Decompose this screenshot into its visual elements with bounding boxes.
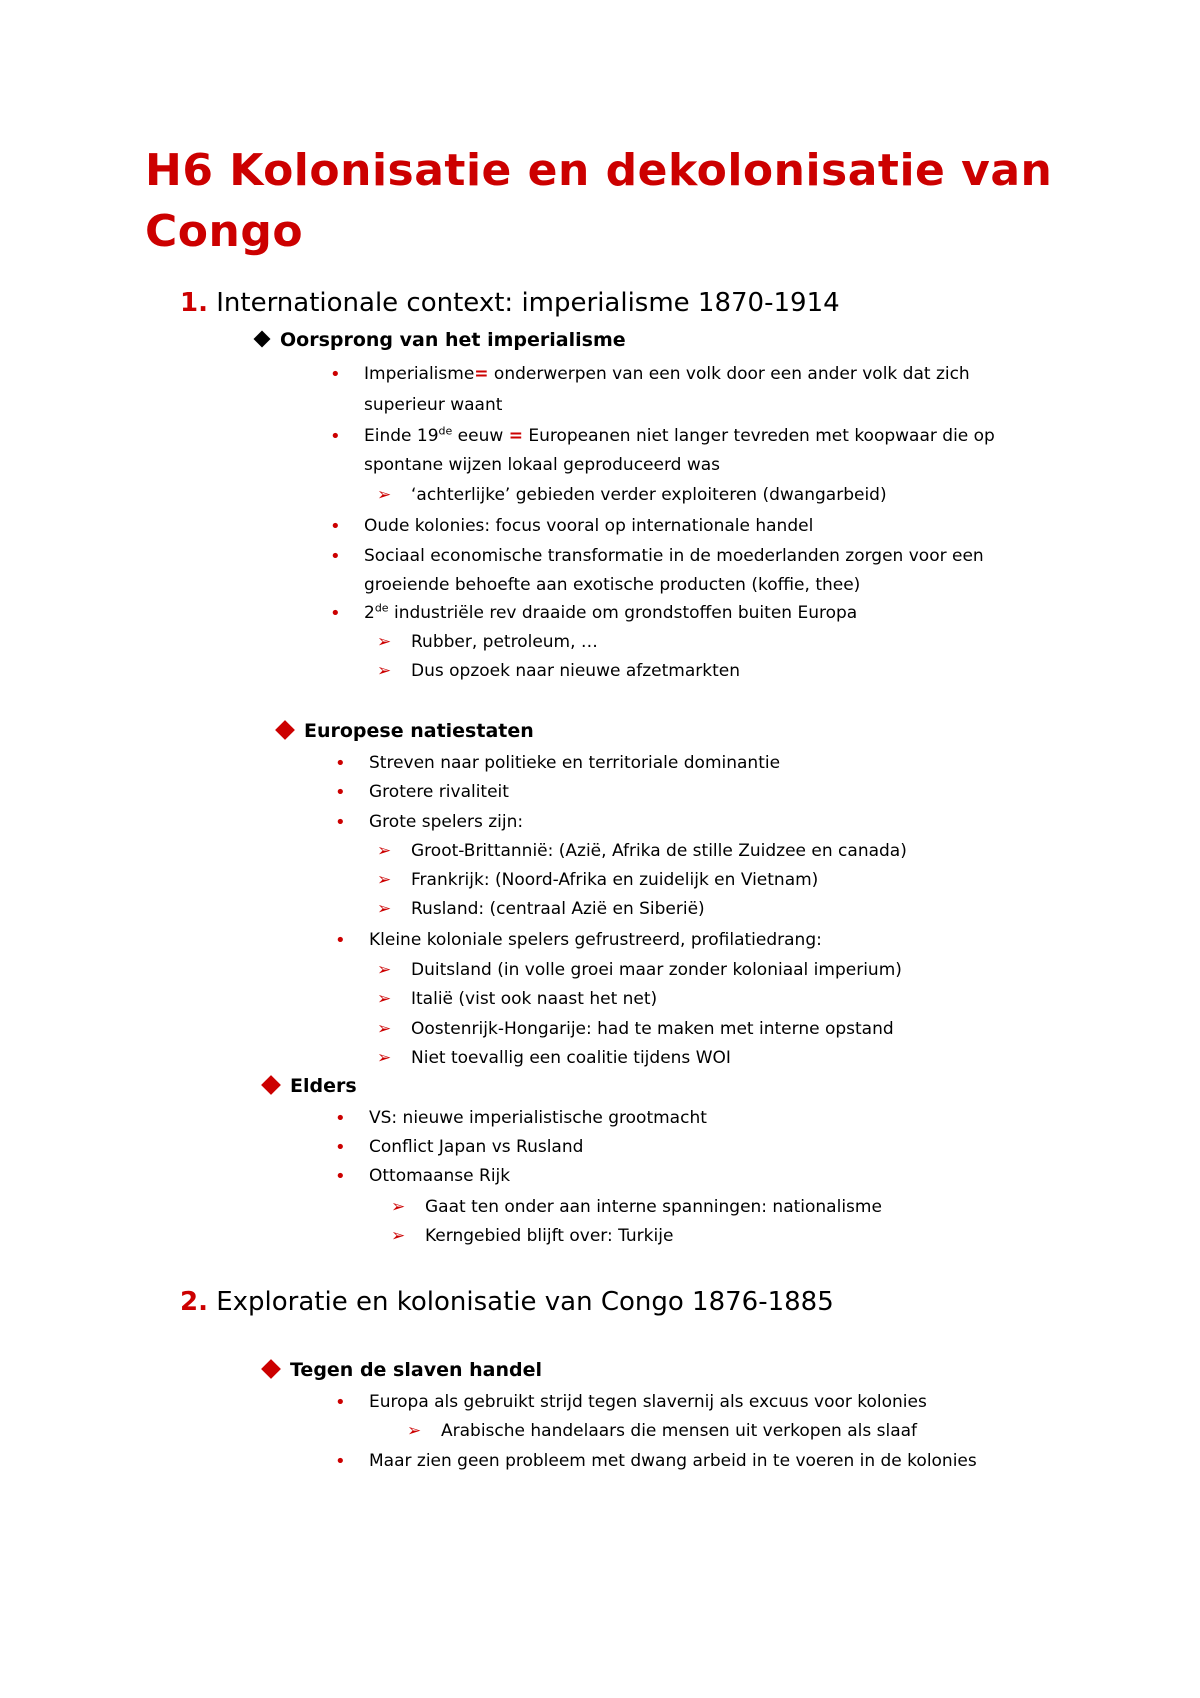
bullet-icon: • bbox=[335, 1108, 346, 1129]
superscript: de bbox=[438, 424, 453, 438]
item-text: Ottomaanse Rijk bbox=[369, 1166, 511, 1186]
bullet-icon: • bbox=[335, 1137, 346, 1158]
item-text: VS: nieuwe imperialistische grootmacht bbox=[369, 1108, 707, 1128]
list-item bbox=[335, 1105, 707, 1132]
list-item bbox=[335, 1134, 584, 1161]
list-item bbox=[330, 543, 984, 570]
item-text: Arabische handelaars die mensen uit verkopen als slaaf bbox=[441, 1421, 918, 1441]
sub-list-item bbox=[377, 629, 598, 656]
arrow-bullet-icon: ➢ bbox=[377, 841, 392, 861]
sub-list-item bbox=[377, 658, 741, 685]
subheading-slavenhandel-label: Tegen de slaven handel bbox=[290, 1359, 542, 1381]
arrow-bullet-icon: ➢ bbox=[377, 870, 392, 890]
sub-list-item bbox=[377, 896, 705, 923]
item-text: Niet toevallig een coalitie tijdens WOI bbox=[411, 1048, 731, 1068]
list-item bbox=[335, 1389, 927, 1416]
bullet-icon: • bbox=[335, 812, 346, 833]
list-item-continuation: spontane wijzen lokaal geproduceerd was bbox=[364, 455, 721, 475]
section-2-heading bbox=[180, 1285, 834, 1319]
arrow-bullet-icon: ➢ bbox=[391, 1197, 406, 1217]
subheading-natiestaten-label: Europese natiestaten bbox=[304, 720, 534, 742]
subheading-elders-label: Elders bbox=[290, 1075, 357, 1097]
sub-list-item bbox=[377, 482, 887, 509]
sub-list-item bbox=[391, 1223, 674, 1250]
arrow-bullet-icon: ➢ bbox=[377, 485, 392, 505]
list-item bbox=[330, 600, 858, 627]
arrow-bullet-icon: ➢ bbox=[377, 632, 392, 652]
subheading-slavenhandel bbox=[264, 1357, 542, 1383]
section-2-title: Exploratie en kolonisatie van Congo 1876-1885 bbox=[216, 1287, 834, 1317]
item-text: industriële rev draaide om grondstoffen buiten Europa bbox=[388, 603, 858, 623]
arrow-bullet-icon: ➢ bbox=[377, 960, 392, 980]
item-text: Kleine koloniale spelers gefrustreerd, profilatiedrang: bbox=[369, 930, 822, 950]
item-text: Rubber, petroleum, … bbox=[411, 632, 598, 652]
item-text: Kerngebied blijft over: Turkije bbox=[425, 1226, 674, 1246]
sub-list-item bbox=[377, 838, 907, 865]
sub-list-item bbox=[391, 1194, 882, 1221]
item-text: Gaat ten onder aan interne spanningen: nationalisme bbox=[425, 1197, 882, 1217]
list-item bbox=[335, 809, 524, 836]
arrow-bullet-icon: ➢ bbox=[377, 1048, 392, 1068]
item-text: Europa als gebruikt strijd tegen slavernij als excuus voor kolonies bbox=[369, 1392, 927, 1412]
superscript: de bbox=[374, 601, 389, 615]
sub-list-item bbox=[377, 867, 819, 894]
list-item bbox=[335, 1448, 977, 1475]
section-2-number: 2. bbox=[180, 1287, 208, 1317]
bullet-icon: • bbox=[335, 1392, 346, 1413]
arrow-bullet-icon: ➢ bbox=[377, 1019, 392, 1039]
item-text: ‘achterlijke’ gebieden verder exploiteren (dwangarbeid) bbox=[411, 485, 887, 505]
item-text: Streven naar politieke en territoriale dominantie bbox=[369, 753, 781, 773]
item-text: eeuw bbox=[452, 426, 509, 446]
bullet-icon: • bbox=[335, 1166, 346, 1187]
bullet-icon: • bbox=[335, 753, 346, 774]
arrow-bullet-icon: ➢ bbox=[407, 1421, 422, 1441]
sub-list-item bbox=[377, 957, 902, 984]
item-text: Grote spelers zijn: bbox=[369, 812, 524, 832]
list-item bbox=[335, 927, 822, 954]
diamond-bullet-icon bbox=[275, 720, 295, 740]
list-item bbox=[330, 513, 814, 540]
item-text: Dus opzoek naar nieuwe afzetmarkten bbox=[411, 661, 741, 681]
list-item bbox=[335, 779, 509, 806]
sub-list-item bbox=[377, 1016, 894, 1043]
list-item-continuation: groeiende behoefte aan exotische producten (koffie, thee) bbox=[364, 575, 861, 595]
subheading-elders bbox=[264, 1073, 357, 1099]
list-item bbox=[335, 1163, 511, 1190]
list-item bbox=[335, 750, 781, 777]
bullet-icon: • bbox=[330, 516, 341, 537]
subheading-oorsprong bbox=[256, 327, 626, 353]
document-title: H6 Kolonisatie en dekolonisatie van Congo bbox=[145, 145, 1053, 257]
section-1-title: Internationale context: imperialisme 1870-1914 bbox=[216, 288, 840, 318]
item-text: Groot-Brittannië: (Azië, Afrika de stille Zuidzee en canada) bbox=[411, 841, 907, 861]
item-text: Italië (vist ook naast het net) bbox=[411, 989, 658, 1009]
item-text: Einde 19 bbox=[364, 426, 439, 446]
diamond-bullet-icon bbox=[261, 1359, 281, 1379]
item-text: Rusland: (centraal Azië en Siberië) bbox=[411, 899, 705, 919]
equals-sign: = bbox=[508, 426, 523, 446]
diamond-bullet-icon bbox=[261, 1075, 281, 1095]
subheading-oorsprong-label: Oorsprong van het imperialisme bbox=[280, 329, 626, 351]
item-text: onderwerpen van een volk door een ander volk dat zich bbox=[488, 364, 970, 384]
sub-list-item bbox=[377, 986, 658, 1013]
subheading-natiestaten bbox=[278, 718, 534, 744]
item-text: 2 bbox=[364, 603, 375, 623]
item-text: Oude kolonies: focus vooral op internationale handel bbox=[364, 516, 814, 536]
section-1-heading bbox=[180, 286, 840, 320]
arrow-bullet-icon: ➢ bbox=[377, 989, 392, 1009]
item-text: Imperialisme bbox=[364, 364, 475, 384]
list-item bbox=[330, 361, 970, 388]
item-text: Oostenrijk-Hongarije: had te maken met interne opstand bbox=[411, 1019, 894, 1039]
arrow-bullet-icon: ➢ bbox=[377, 899, 392, 919]
bullet-icon: • bbox=[335, 782, 346, 803]
bullet-icon: • bbox=[335, 1451, 346, 1472]
section-1-number: 1. bbox=[180, 288, 208, 318]
list-item-continuation: superieur waant bbox=[364, 395, 503, 415]
equals-sign: = bbox=[474, 364, 489, 384]
arrow-bullet-icon: ➢ bbox=[377, 661, 392, 681]
item-text: Conflict Japan vs Rusland bbox=[369, 1137, 584, 1157]
sub-list-item bbox=[377, 1045, 731, 1072]
item-text: Frankrijk: (Noord-Afrika en zuidelijk en Vietnam) bbox=[411, 870, 819, 890]
bullet-icon: • bbox=[335, 930, 346, 951]
item-text: Sociaal economische transformatie in de moederlanden zorgen voor een bbox=[364, 546, 984, 566]
bullet-icon: • bbox=[330, 603, 341, 624]
item-text: Grotere rivaliteit bbox=[369, 782, 509, 802]
bullet-icon: • bbox=[330, 364, 341, 385]
item-text: Maar zien geen probleem met dwang arbeid in te voeren in de kolonies bbox=[369, 1451, 977, 1471]
item-text: Europeanen niet langer tevreden met koopwaar die op bbox=[522, 426, 995, 446]
sub-list-item bbox=[407, 1418, 918, 1445]
bullet-icon: • bbox=[330, 546, 341, 567]
bullet-icon: • bbox=[330, 426, 341, 447]
list-item bbox=[330, 423, 995, 450]
arrow-bullet-icon: ➢ bbox=[391, 1226, 406, 1246]
diamond-bullet-icon bbox=[254, 330, 271, 347]
item-text: Duitsland (in volle groei maar zonder koloniaal imperium) bbox=[411, 960, 902, 980]
